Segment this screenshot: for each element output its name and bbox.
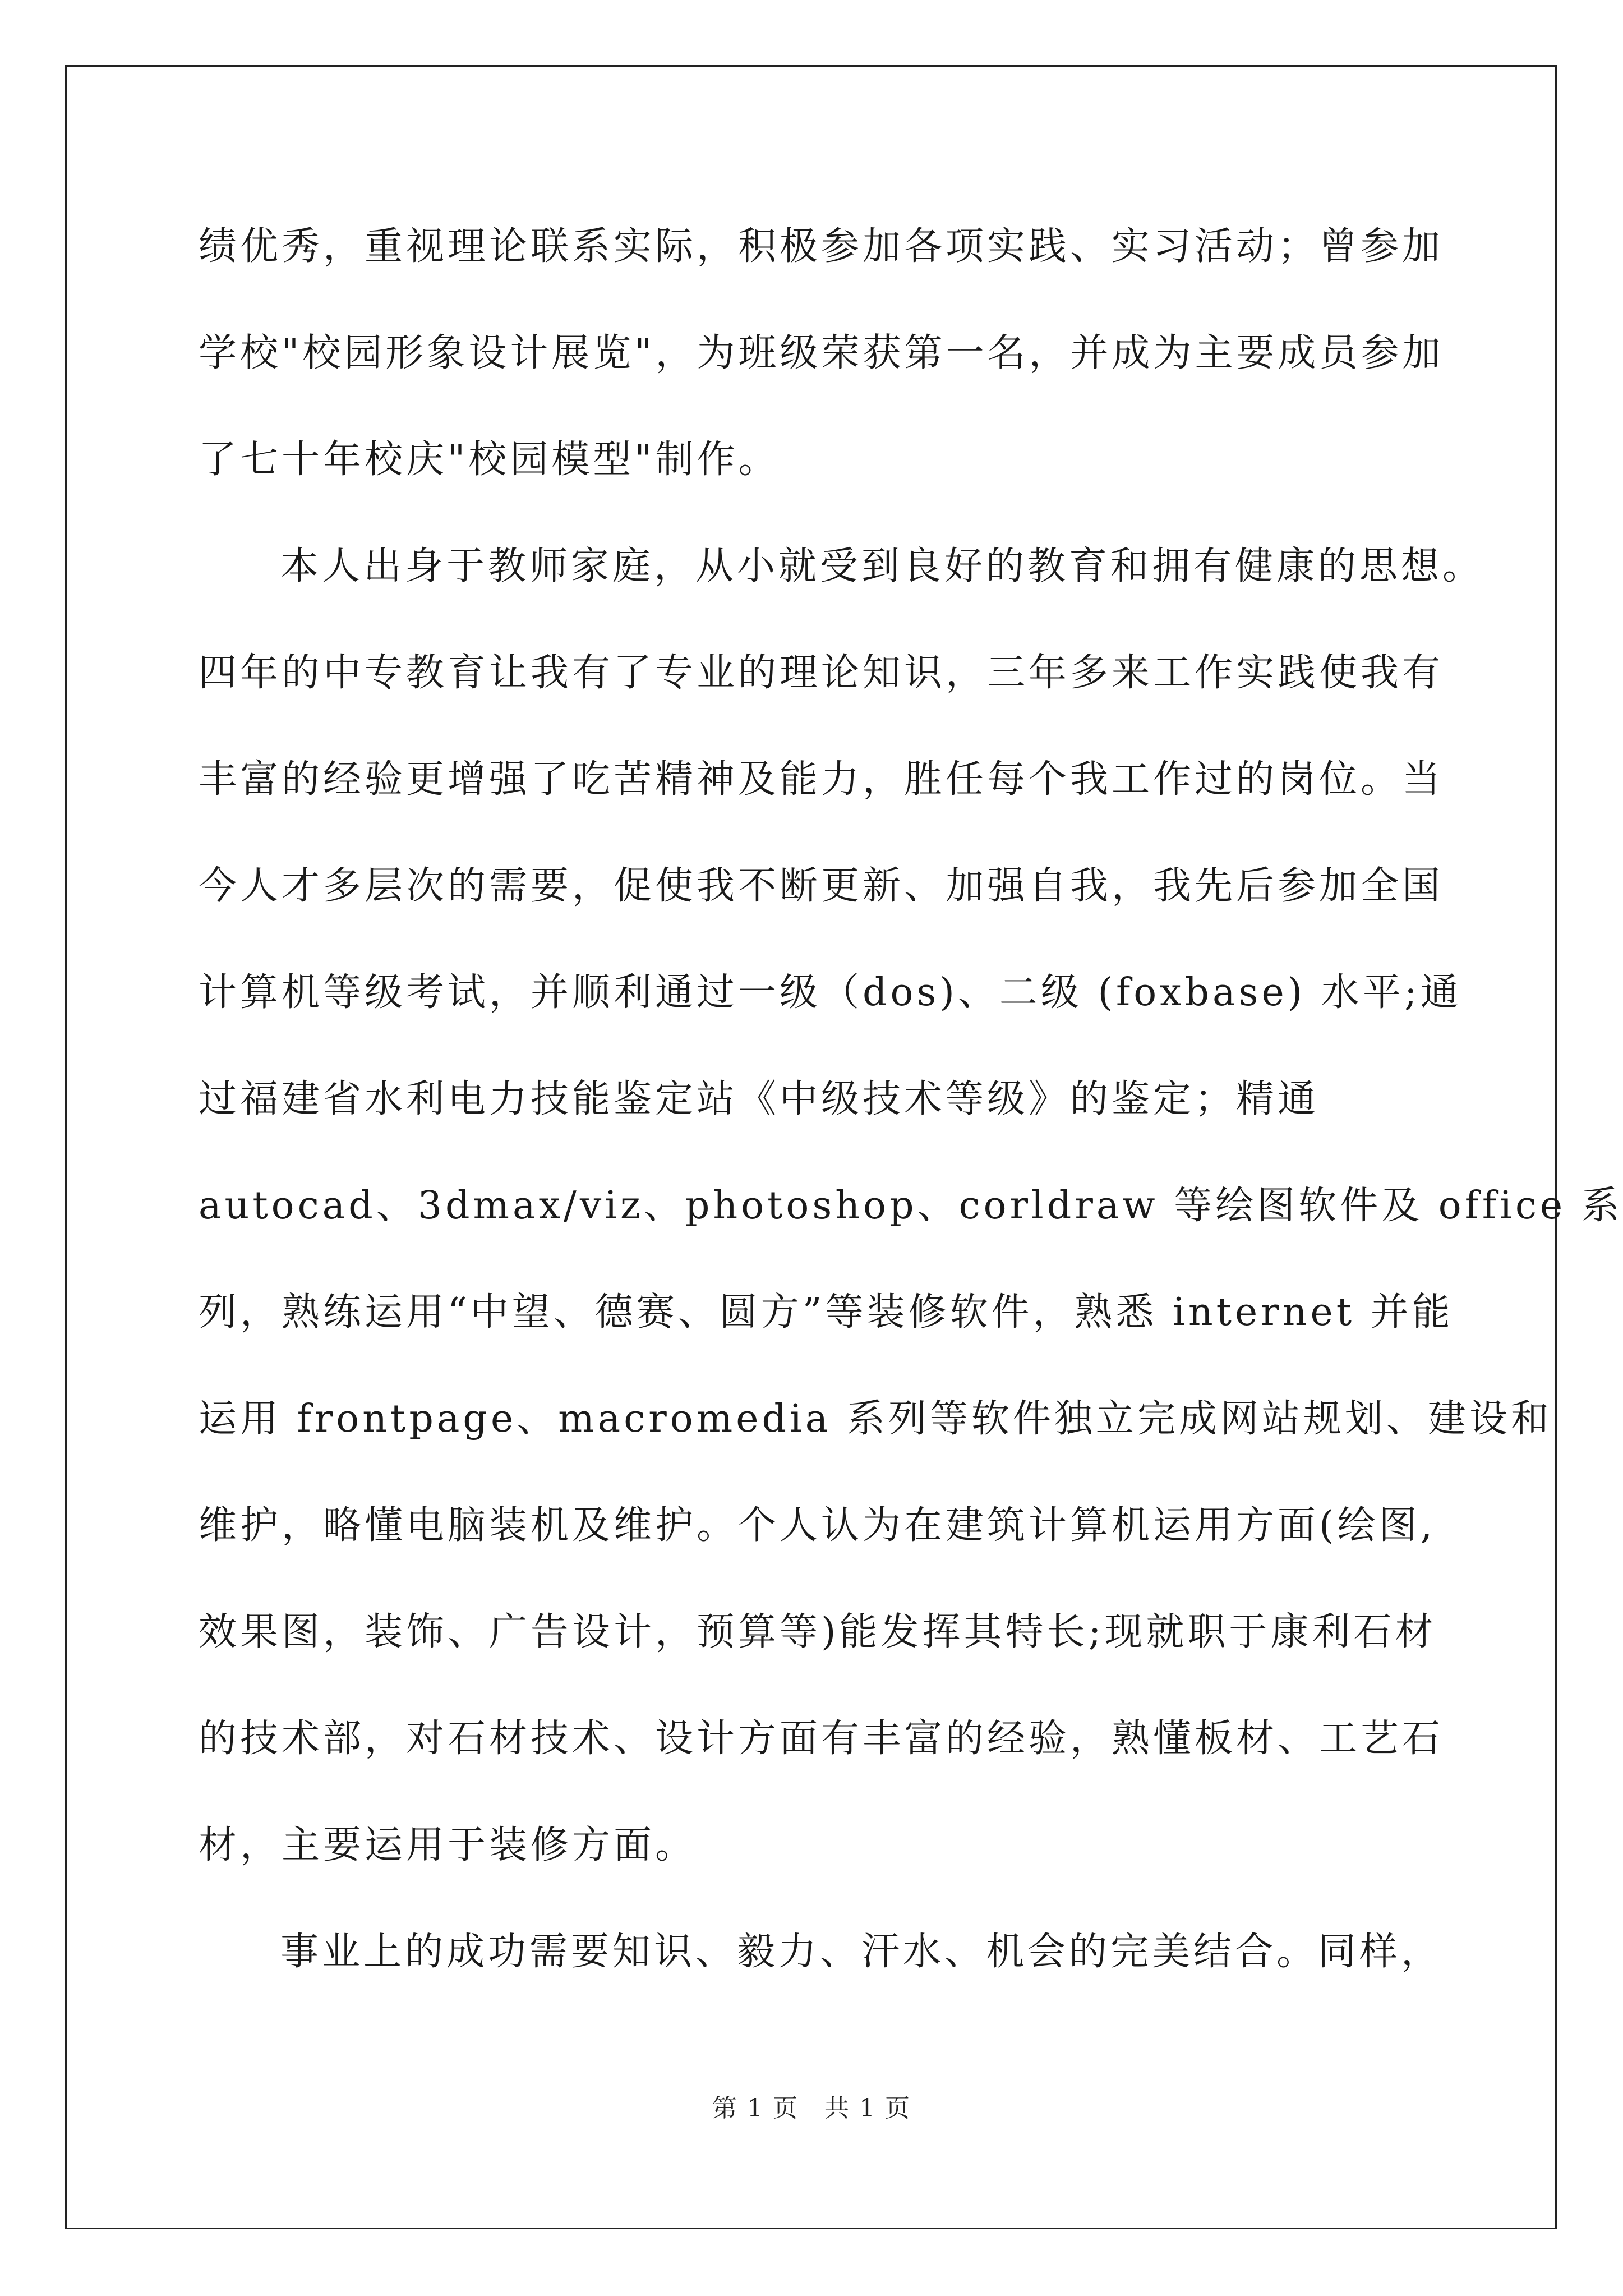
page-number-footer: 第 1 页 共 1 页 [712,2094,911,2123]
paragraph-3-line-1: 事业上的成功需要知识、毅力、汗水、机会的完美结合。同样， [280,1930,1443,1974]
paragraph-2-line-11: 效果图，装饰、广告设计，预算等)能发挥其特长;现就职于康利石材 [199,1610,1437,1654]
paragraph-1-line-3: 了七十年校庆"校园模型"制作。 [199,438,780,482]
paragraph-2-line-9: 运用 frontpage、macromedia 系列等软件独立完成网站规划、建设和 [199,1397,1552,1441]
paragraph-2-line-7: autocad、3dmax/viz、photoshop、corldraw 等绘图软件及 office 系 [199,1184,1623,1228]
paragraph-2-line-5: 计算机等级考试，并顺利通过一级（dos)、二级 (foxbase) 水平;通 [199,970,1462,1015]
paragraph-2-line-12: 的技术部，对石材技术、设计方面有丰富的经验，熟懂板材、工艺石 [199,1717,1444,1761]
paragraph-2-line-2: 四年的中专教育让我有了专业的理论知识，三年多来工作实践使我有 [199,651,1444,695]
paragraph-1-line-1: 绩优秀，重视理论联系实际，积极参加各项实践、实习活动；曾参加 [199,224,1444,269]
paragraph-2-line-13: 材，主要运用于装修方面。 [199,1823,697,1867]
paragraph-2-line-1: 本人出身于教师家庭，从小就受到良好的教育和拥有健康的思想。 [280,544,1484,588]
paragraph-2-line-6: 过福建省水利电力技能鉴定站《中级技术等级》的鉴定；精通 [199,1077,1320,1121]
paragraph-2-line-10: 维护，略懂电脑装机及维护。个人认为在建筑计算机运用方面(绘图, [199,1503,1436,1548]
paragraph-2-line-3: 丰富的经验更增强了吃苦精神及能力，胜任每个我工作过的岗位。当 [199,757,1444,802]
paragraph-1-line-2: 学校"校园形象设计展览"，为班级荣获第一名，并成为主要成员参加 [199,331,1444,375]
page-border [65,65,1557,2229]
paragraph-2-line-8: 列，熟练运用“中望、德赛、圆方”等装修软件，熟悉 internet 并能 [199,1290,1454,1335]
paragraph-2-line-4: 今人才多层次的需要，促使我不断更新、加强自我，我先后参加全国 [199,864,1444,908]
